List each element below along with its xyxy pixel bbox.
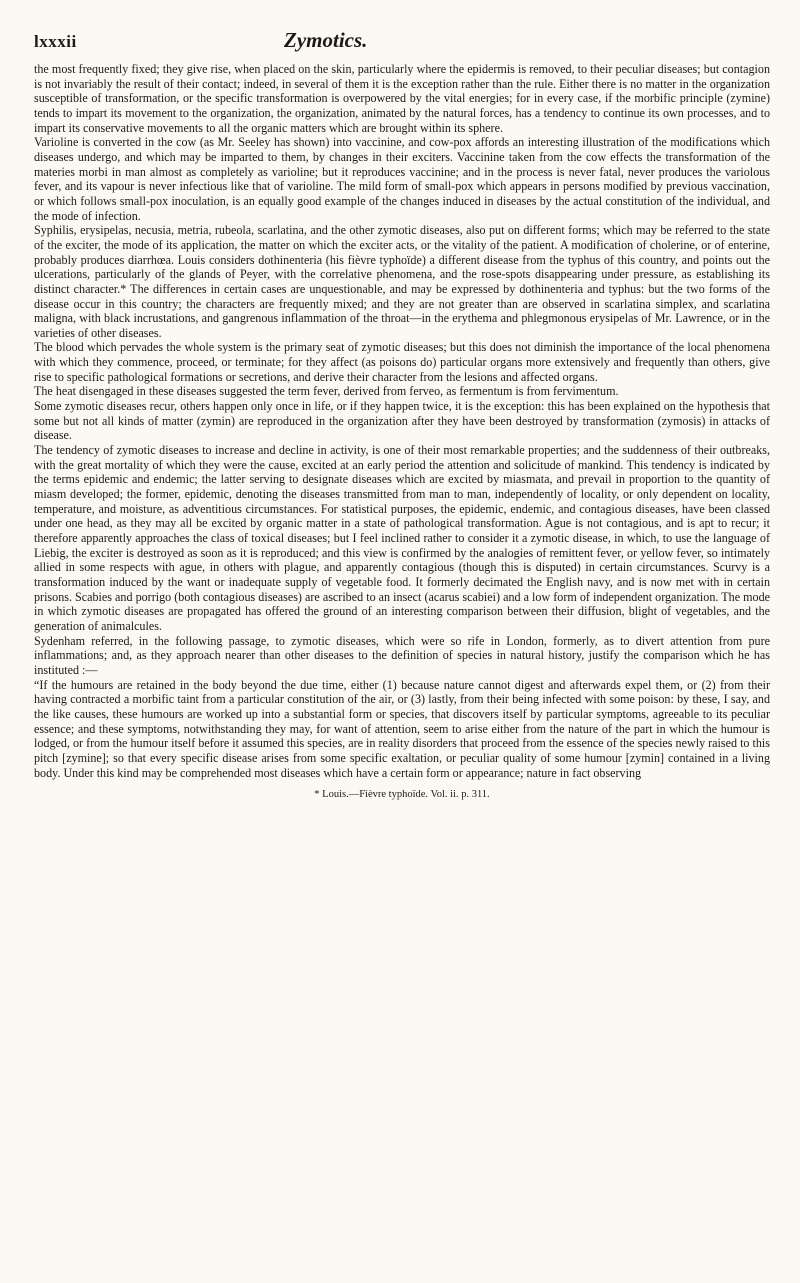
- footnote: * Louis.—Fièvre typhoïde. Vol. ii. p. 311.: [314, 789, 490, 801]
- page-header: [34, 28, 770, 62]
- running-head: Zymotics.: [284, 28, 368, 52]
- page-number: lxxxii: [34, 32, 77, 51]
- paragraph: the most frequently fixed; they give rise, when placed on the skin, particularly where the epidermis is removed, to their peculiar diseases; but contagion is not invariably the result of their contact; indeed, in several of them it is the exception rather than the rule. Either there is no matter in the organization susceptible of transformation, or the specific transformation is overpowered by the vital energies; for in every case, if the morbific principle (zymine) tends to impart its movement to the organization, the organization, animated by the natural forces, has a tendency to continue its own processes, and to impart its conservative movements to all the organic matters which are brought within its sphere.: [34, 62, 770, 135]
- paragraph: Some zymotic diseases recur, others happen only once in life, or if they happen twice, it is the exception: this has been explained on the hypothesis that some but not all kinds of matter (zymin) are reproduced in the organization after they have been destroyed by transformation (zymosis) in attacks of disease.: [34, 399, 770, 443]
- quotation-paragraph: “If the humours are retained in the body beyond the due time, either (1) because nature cannot digest and afterwards expel them, or (2) from their having contracted a morbific taint from a particular constitution of the air, or (3) lastly, from their being infected with some poison: by these, I say, and the like causes, these humours are worked up into a substantial form or species, that discovers itself by particular symptoms, agreeable to its peculiar essence; and these symptoms, notwithstanding they may, for want of attention, seem to arise either from the nature of the part in which the humour is lodged, or from the humour itself before it assumed this species, are in reality disorders that proceed from the essence of the species newly raised to this pitch [zymine]; so that every specific disease arises from some specific exaltation, or peculiar quality of some humour [zymin] contained in a living body. Under this kind may be comprehended most diseases which have a certain form or appearance; nature in fact observing: [34, 677, 770, 780]
- paragraph: The heat disengaged in these diseases suggested the term fever, derived from ferveo, as fermentum is from fervimentum.: [34, 384, 619, 399]
- paragraph: Varioline is converted in the cow (as Mr. Seeley has shown) into vaccinine, and cow-pox affords an interesting illustration of the modifications which diseases undergo, and which may be imparted to them, by changes in their exciters. Vaccinine taken from the cow effects the transformation of the materies morbi in man almost as completely as varioline; but it reproduces vaccinine; and in the process is never fatal, never produces the variolous fever, and its vapour is never infectious like that of varioline. The mild form of small-pox which appears in persons modified by previous vaccination, or which follows small-pox inoculation, is an equally good example of the changes induced in diseases by the actual constitution of the individual, and the mode of infection.: [34, 135, 770, 223]
- body-text: [34, 62, 770, 780]
- paragraph: The tendency of zymotic diseases to increase and decline in activity, is one of their most remarkable properties; and the suddenness of their outbreaks, with the great mortality of which they were the cause, excited at an early period the attention and solicitude of mankind. This tendency is indicated by the terms epidemic and endemic; the latter serving to designate diseases which are excited by miasmata, and prevail in proportion to the quantity of miasm developed; the former, epidemic, denoting the diseases transmitted from man to man, independently of locality, or only dependent on locality, temperature, and moisture, as adventitious circumstances. For statistical purposes, the epidemic, endemic, and contagious diseases, have been classed under one head, as they may all be excited by organic matter in a state of pathological transformation. Ague is not contagious, and is apt to recur; it therefore apparently approaches the class of toxical diseases; but I feel inclined rather to consider it a zymotic disease, in which, to use the language of Liebig, the exciter is destroyed as soon as it is reproduced; and this view is confirmed by the analogies of remittent fever, or yellow fever, so intimately allied in some respects with ague, in others with plague, and apparently contagious (though this is disputed) in certain circumstances. Scurvy is a transformation induced by the want or inadequate supply of vegetable food. It formerly decimated the English navy, and is now met with in certain prisons. Scabies and porrigo (both contagious diseases) are ascribed to an insect (acarus scabiei) and a low form of independent organization. The mode in which zymotic diseases are propagated has offered the ground of an interesting comparison between their diffusion, blight of vegetables, and the generation of animalcules.: [34, 443, 770, 633]
- paragraph: Sydenham referred, in the following passage, to zymotic diseases, which were so rife in London, formerly, as to divert attention from pure inflammations; and, as they approach nearer than other diseases to the definition of species in natural history, justify the comparison which he has instituted :—: [34, 633, 770, 677]
- paragraph: The blood which pervades the whole system is the primary seat of zymotic diseases; but this does not diminish the importance of the local phenomena with which they commence, proceed, or terminate; for they affect (as poisons do) particular organs more extensively and frequently than others, give rise to specific pathological formations or secretions, and derive their character from the lesions and affected organs.: [34, 340, 770, 384]
- paragraph: Syphilis, erysipelas, necusia, metria, rubeola, scarlatina, and the other zymotic diseases, also put on different forms; which may be referred to the state of the exciter, the mode of its application, the matter on which the exciter acts, or the vitality of the patient. A modification of cholerine, or of enterine, probably produces diarrhœa. Louis considers dothinenteria (his fièvre typhoïde) a different disease from the typhus of this country, and points out the ulcerations, particularly of the glands of Peyer, with the correlative phenomena, and the rose-spots disappearing under pressure, as establishing its distinct character.* The differences in certain cases are unquestionable, and may be expressed by dothinenteria and typhus: but the two forms of the disease occur in this country; the characters are frequently mixed; and they are not greater than are observed in scarlatina simplex, and scarlatina maligna, with black incrustations, and gangrenous inflammation of the throat—in the erythema and phlegmonous erysipelas of Mr. Lawrence, or in the varieties of other diseases.: [34, 223, 770, 340]
